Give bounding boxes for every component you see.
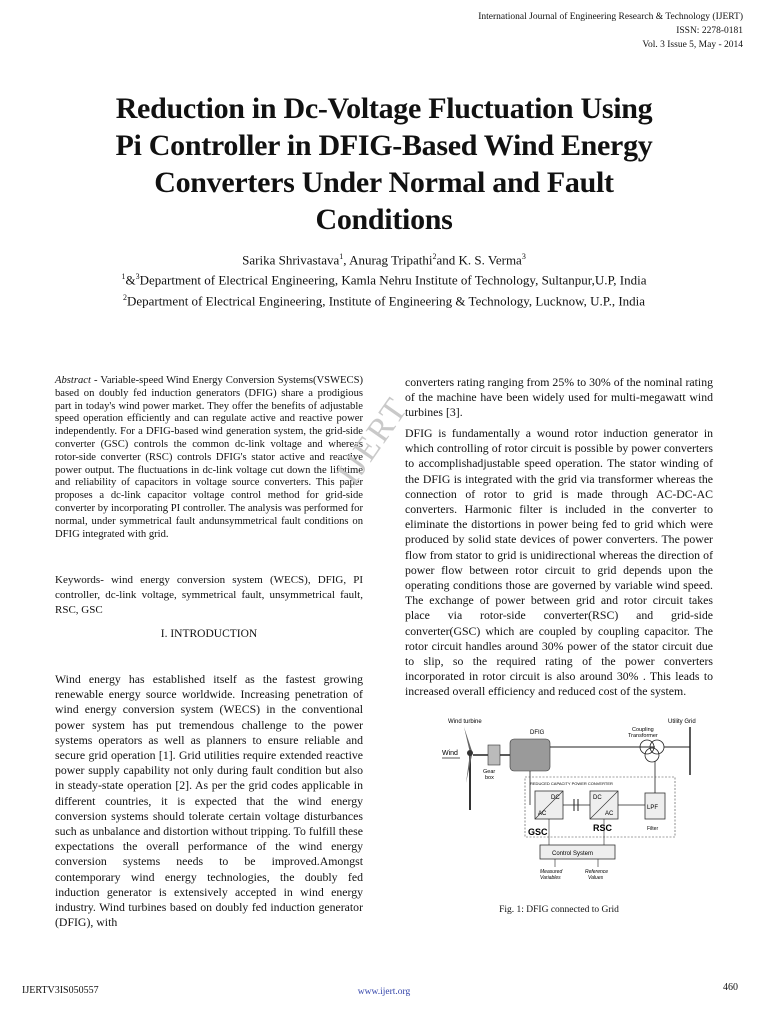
footer-link[interactable]: www.ijert.org: [357, 987, 411, 997]
author-names: [0, 248, 768, 268]
fig-label-utility-grid: Utility Grid: [668, 719, 696, 725]
volume: Vol. 3 Issue 5, May - 2014: [642, 40, 743, 50]
fig-label-gear: Gear: [483, 769, 496, 775]
affiliation-2: [0, 289, 768, 309]
fig-label-coupling: Coupling: [632, 727, 654, 733]
intro-heading: I. INTRODUCTION: [160, 628, 258, 640]
author-1: Sarika Shrivastava: [242, 252, 340, 268]
keywords-text: Keywords- wind energy conversion system (WECS), DFIG, PI controller, dc-link voltage, symmetrical fault, unsymmetrical fault, RSC, GSC: [55, 574, 363, 616]
abstract-text: - Variable-speed Wind Energy Conversion Systems(VSWECS) based on doubly fed induction generators (DFIG) share a prodigious part in today's wind power market. They offer the benefits of adjustable speed operation efficiently and can regulate active and reactive power independently. For a DFIG-based wind generation system, the grid-side converter (GSC) controls the common dc-link voltage and whereas rotor-side converter (RSC) controls DFIG's stator active and reactive power output. The fluctuations in dc-link voltage cut down the lifetime and reliability of capacitors in voltage source converters. This paper proposes a dc-link capacitor voltage control method for grid-side converter by incorporating PI controller. The analysis was performed for normal, under symmetrical fault andunsymmetrical fault conditions on DFIG integrated with grid.: [55, 375, 363, 540]
fig-label-transformer: Transformer: [628, 733, 658, 739]
fig-label-ac1: AC: [538, 811, 547, 817]
authors-block: [0, 248, 768, 309]
fig-label-dc1: DC: [551, 795, 560, 801]
fig-label-values: Values: [588, 875, 604, 881]
fig-label-dfig: DFIG: [530, 730, 545, 736]
title-line: Conditions: [315, 203, 453, 236]
paper-title: [60, 90, 708, 238]
author-2: , Anurag Tripathi: [343, 252, 433, 268]
aff1-text: Department of Electrical Engineering, Kamla Nehru Institute of Technology, Sultanpur,U.P, India: [139, 272, 647, 288]
affiliation-1: [0, 268, 768, 288]
figure-caption: Fig. 1: DFIG connected to Grid: [499, 905, 619, 915]
aff2-text: Department of Electrical Engineering, Institute of Engineering & Technology, Lucknow, U.P., India: [126, 292, 646, 308]
intro-text: Wind energy has established itself as the fastest growing renewable energy source worldwide. Increasing penetration of wind energy conversion system (WECS) in the conventional power system has put tremendous challenge to the power systems operators as well as planners to ensure reliable and secure grid operation [1]. Grid utilities require extended reactive power supply capability not only during fault condition but also in steady-state operation [2]. As per the grid codes applicable in different countries, it is expected that the wind energy conversion systems should tolerate certain voltage disturbances such as unbalance and distortion without tripping. To fulfill these expectations the overall performance of the wind energy conversion systems needs to be improved.Amongst contemporary wind energy technologies, the doubly fed induction generator is extensively accepted in wind energy industry. Wind turbines based on doubly fed induction generator (DFIG), with: [55, 672, 363, 930]
title-line: Pi Controller in DFIG-Based Wind Energy: [115, 129, 653, 162]
author-2-sup: 2: [432, 252, 437, 261]
transformer-icon: [640, 740, 664, 762]
issn: ISSN: 2278-0181: [676, 26, 743, 36]
aff2-sup: 2: [122, 292, 127, 302]
fig-label-box: box: [485, 775, 494, 781]
fig-label-lpf: LPF: [647, 805, 659, 811]
journal-header: [478, 10, 743, 52]
aff1-sup: 1: [121, 272, 126, 282]
fig-label-wind-turbine: Wind turbine: [448, 719, 482, 725]
right-paragraph-2: [405, 426, 713, 700]
watermark: IJERT: [330, 390, 416, 492]
aff1-amp: &: [125, 272, 136, 288]
fig-label-filter: Filter: [647, 826, 659, 832]
page-number: 460: [723, 982, 738, 993]
fig-label-dc2: DC: [593, 795, 602, 801]
abstract: [55, 375, 363, 541]
journal-name: International Journal of Engineering Research & Technology (IJERT): [478, 12, 743, 22]
turbine-icon: [464, 727, 473, 810]
fig-label-rsc: RSC: [593, 823, 613, 833]
abstract-label: Abstract: [55, 375, 91, 386]
right-text-1: converters rating ranging from 25% to 30% of the nominal rating of the machine have been widely used for multi-megawatt wind turbines [3].: [405, 375, 713, 420]
paper-id: IJERTV3IS050557: [22, 985, 99, 996]
fig-label-measured: Measured: [540, 869, 563, 875]
fig-label-variables: Variables: [540, 875, 561, 881]
author-1-sup: 1: [339, 252, 344, 261]
title-line: Converters Under Normal and Fault: [154, 166, 614, 199]
fig-label-control: Control System: [552, 851, 594, 857]
keywords: [55, 573, 363, 618]
fig-label-gsc: GSC: [528, 827, 548, 837]
author-3: and K. S. Verma: [436, 252, 522, 268]
gearbox-icon: [488, 745, 500, 765]
dfig-icon: [510, 739, 550, 771]
fig-label-ac2: AC: [605, 811, 614, 817]
dfig-figure: [440, 715, 700, 890]
fig-label-reduced: REDUCED CAPACITY POWER CONVERTER: [530, 781, 613, 786]
aff1-sup2: 3: [135, 272, 140, 282]
right-paragraph-1: [405, 375, 713, 421]
right-text-2: DFIG is fundamentally a wound rotor induction generator in which controlling of rotor circuit is possible by power converters to accomplishadjustable speed operation. The stator winding of the DFIG is integrated with the grid via transformer whereas the connection of rotor to grid is made through AC-DC-AC converters. Harmonic filter is included in the converter to eliminate the distortions in power being fed to grid which were produced by solid state devices of power converters. The power flow from stator to grid is unidirectional whereas the direction of power flow between rotor circuit to grid depends upon the operating conditions those are governed by variable wind speed. The exchange of power between grid and rotor circuit takes place via rotor-side converter(RSC) and grid-side converter(GSC) which are coupled by coupling capacitor. The rotor circuit handles around 30% power of the stator circuit due to slip, so the required rating of the power converters incorporated in rotor circuit is also around 30% . This leads to increased overall efficiency and reduced cost of the system.: [405, 426, 713, 699]
title-line: Reduction in Dc-Voltage Fluctuation Using: [115, 92, 653, 125]
author-3-sup: 3: [521, 252, 526, 261]
intro-paragraph: [55, 672, 363, 930]
fig-label-reference: Reference: [585, 869, 609, 875]
fig-label-wind: Wind: [442, 750, 458, 757]
